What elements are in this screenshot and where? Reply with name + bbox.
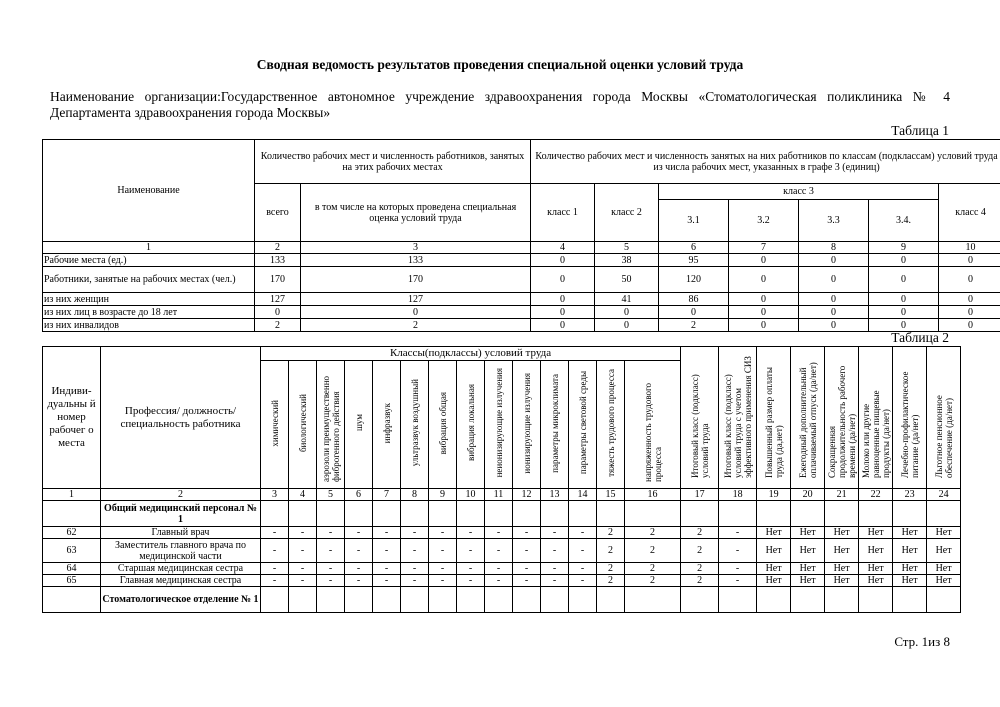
- cell: 133: [301, 254, 531, 267]
- cell: 0: [939, 319, 1000, 332]
- colnum: 24: [927, 489, 961, 501]
- cell: Нет: [791, 539, 825, 563]
- organization-name: Наименование организации:Государственное автономное учреждение здравоохранения города Москвы «Стоматологическая поликлиника № 4 Департамента здравоохранения города Москвы»: [50, 89, 950, 120]
- row-label: Рабочие места (ед.): [43, 254, 255, 267]
- header-factor: инфразвук: [373, 361, 401, 489]
- cell: 95: [659, 254, 729, 267]
- cell: 0: [869, 306, 939, 319]
- cell: 0: [939, 306, 1000, 319]
- cell: 2: [625, 539, 681, 563]
- cell: 0: [869, 319, 939, 332]
- cell: 2: [625, 563, 681, 575]
- cell: 0: [531, 293, 595, 306]
- cell: -: [373, 527, 401, 539]
- cell: 0: [659, 306, 729, 319]
- header-factor: вибрация общая: [429, 361, 457, 489]
- cell: 170: [301, 267, 531, 293]
- workplace-id: 65: [43, 575, 101, 587]
- cell: 0: [531, 267, 595, 293]
- table-row: [43, 527, 961, 539]
- cell: 0: [799, 319, 869, 332]
- header-profession: Профессия/ должность/ специальность работника: [101, 347, 261, 489]
- header-class4: класс 4: [939, 184, 1000, 242]
- cell: Нет: [825, 527, 859, 539]
- cell: 2: [597, 563, 625, 575]
- header-class2: класс 2: [595, 184, 659, 242]
- cell: 0: [939, 254, 1000, 267]
- cell: -: [719, 575, 757, 587]
- cell: 2: [597, 527, 625, 539]
- cell: -: [569, 527, 597, 539]
- header-classes: Классы(подклассы) условий труда: [261, 347, 681, 361]
- header-pay: Повышенный размер оплаты труда (да,нет): [757, 347, 791, 489]
- cell: Нет: [757, 539, 791, 563]
- colnum: 12: [513, 489, 541, 501]
- cell: -: [457, 527, 485, 539]
- section-row: [43, 587, 961, 613]
- cell: Нет: [791, 527, 825, 539]
- cell: -: [317, 539, 345, 563]
- cell: 0: [799, 267, 869, 293]
- colnum: 1: [43, 489, 101, 501]
- cell: -: [513, 575, 541, 587]
- cell: Нет: [757, 575, 791, 587]
- profession: Главный врач: [101, 527, 261, 539]
- cell: 0: [531, 254, 595, 267]
- cell: 127: [255, 293, 301, 306]
- cell: 2: [255, 319, 301, 332]
- cell: Нет: [825, 575, 859, 587]
- cell: 0: [729, 267, 799, 293]
- colnum: 5: [595, 242, 659, 254]
- colnum: 6: [345, 489, 373, 501]
- cell: -: [569, 575, 597, 587]
- profession: Главная медицинская сестра: [101, 575, 261, 587]
- header-class-3-3: 3.3: [799, 200, 869, 242]
- header-name: Наименование: [43, 140, 255, 242]
- row-label: из них инвалидов: [43, 319, 255, 332]
- cell: -: [373, 539, 401, 563]
- header-class-3-4: 3.4.: [869, 200, 939, 242]
- colnum: 21: [825, 489, 859, 501]
- cell: -: [541, 527, 569, 539]
- colnum: 3: [261, 489, 289, 501]
- cell: Нет: [927, 539, 961, 563]
- document-title: Сводная ведомость результатов проведения специальной оценки условий труда: [256, 57, 744, 72]
- row-label: из них лиц в возрасте до 18 лет: [43, 306, 255, 319]
- header-final-class-siz: Итоговый класс (подкласс) условий труда с учетом эффективного применения СИЗ: [719, 347, 757, 489]
- cell: -: [485, 563, 513, 575]
- cell: -: [345, 527, 373, 539]
- cell: -: [513, 563, 541, 575]
- table-row: [43, 319, 1000, 332]
- header-factor: ультразвук воздушный: [401, 361, 429, 489]
- cell: -: [541, 563, 569, 575]
- cell: Нет: [791, 575, 825, 587]
- cell: 0: [799, 306, 869, 319]
- header-factor: параметры световой среды: [569, 361, 597, 489]
- header-milk: Молоко или другие равноценные пищевые продукты (да/нет): [859, 347, 893, 489]
- header-nutrition: Лечебно-профилактическое питание (да/нет): [893, 347, 927, 489]
- cell: 0: [301, 306, 531, 319]
- cell: -: [345, 539, 373, 563]
- colnum: 4: [531, 242, 595, 254]
- colnum: 15: [597, 489, 625, 501]
- cell: Нет: [893, 527, 927, 539]
- header-factor: аэрозоли преимущественно фиброгенного действия: [317, 361, 345, 489]
- section-title: Стоматологическое отделение № 1: [101, 587, 261, 613]
- colnum: 2: [101, 489, 261, 501]
- cell: 0: [255, 306, 301, 319]
- header-factor: шум: [345, 361, 373, 489]
- cell: 0: [869, 254, 939, 267]
- cell: -: [429, 575, 457, 587]
- workplace-id: 63: [43, 539, 101, 563]
- colnum: 5: [317, 489, 345, 501]
- cell: -: [261, 575, 289, 587]
- cell: -: [289, 575, 317, 587]
- cell: 0: [729, 306, 799, 319]
- cell: 0: [729, 293, 799, 306]
- cell: 2: [597, 539, 625, 563]
- summary-table: [42, 139, 1000, 332]
- cell: 0: [869, 267, 939, 293]
- cell: 0: [939, 267, 1000, 293]
- cell: -: [719, 527, 757, 539]
- cell: 127: [301, 293, 531, 306]
- colnum: 6: [659, 242, 729, 254]
- header-classes: Количество рабочих мест и численность занятых на них работников по классам (подклассам) условий труда из числа рабочих мест, указанных в графе 3 (единиц): [531, 140, 1000, 184]
- cell: -: [373, 575, 401, 587]
- colnum: 8: [401, 489, 429, 501]
- cell: 0: [869, 293, 939, 306]
- colnum: 9: [429, 489, 457, 501]
- section-title: Общий медицинский персонал № 1: [101, 501, 261, 527]
- cell: 86: [659, 293, 729, 306]
- header-factor: биологический: [289, 361, 317, 489]
- cell: -: [261, 539, 289, 563]
- cell: -: [373, 563, 401, 575]
- cell: -: [317, 527, 345, 539]
- cell: Нет: [893, 539, 927, 563]
- colnum: 9: [869, 242, 939, 254]
- cell: Нет: [927, 527, 961, 539]
- cell: 41: [595, 293, 659, 306]
- colnum: 20: [791, 489, 825, 501]
- cell: 0: [531, 306, 595, 319]
- cell: -: [289, 563, 317, 575]
- header-factor: вибрация локальная: [457, 361, 485, 489]
- cell: -: [457, 539, 485, 563]
- cell: Нет: [927, 575, 961, 587]
- cell: 50: [595, 267, 659, 293]
- colnum: 19: [757, 489, 791, 501]
- cell: -: [513, 527, 541, 539]
- cell: Нет: [757, 527, 791, 539]
- row-label: Работники, занятые на рабочих местах (чел.): [43, 267, 255, 293]
- workplace-id: 64: [43, 563, 101, 575]
- table2-label: Таблица 2: [891, 330, 949, 345]
- cell: -: [345, 575, 373, 587]
- cell: -: [719, 563, 757, 575]
- cell: 0: [799, 293, 869, 306]
- cell: -: [485, 527, 513, 539]
- header-workplace-id: Индиви-дуальны й номер рабочег о места: [43, 347, 101, 489]
- cell: -: [485, 539, 513, 563]
- table-row: [43, 267, 1000, 293]
- header-factor: параметры микроклимата: [541, 361, 569, 489]
- header-class3: класс 3: [659, 184, 939, 200]
- workplace-table: [42, 346, 961, 613]
- cell: 120: [659, 267, 729, 293]
- header-pension: Льготное пенсионное обеспечение (да/нет): [927, 347, 961, 489]
- header-class1: класс 1: [531, 184, 595, 242]
- colnum: 7: [373, 489, 401, 501]
- colnum: 23: [893, 489, 927, 501]
- header-class-3-2: 3.2: [729, 200, 799, 242]
- cell: 2: [659, 319, 729, 332]
- cell: -: [345, 563, 373, 575]
- cell: Нет: [893, 563, 927, 575]
- cell: -: [401, 575, 429, 587]
- cell: -: [457, 563, 485, 575]
- cell: Нет: [927, 563, 961, 575]
- cell: 2: [625, 575, 681, 587]
- profession: Старшая медицинская сестра: [101, 563, 261, 575]
- cell: 2: [681, 539, 719, 563]
- colnum: 16: [625, 489, 681, 501]
- cell: -: [401, 539, 429, 563]
- colnum: 13: [541, 489, 569, 501]
- cell: 2: [597, 575, 625, 587]
- colnum: 1: [43, 242, 255, 254]
- header-class-3-1: 3.1: [659, 200, 729, 242]
- colnum: 7: [729, 242, 799, 254]
- cell: -: [457, 575, 485, 587]
- header-short-time: Сокращенная продолжительность рабочего времени (да/нет): [825, 347, 859, 489]
- table1-label: Таблица 1: [891, 123, 949, 138]
- header-factor: неионизирующие излучения: [485, 361, 513, 489]
- cell: -: [401, 527, 429, 539]
- cell: 2: [301, 319, 531, 332]
- cell: -: [289, 539, 317, 563]
- section-row: [43, 501, 961, 527]
- table-row: [43, 539, 961, 563]
- cell: -: [719, 539, 757, 563]
- cell: 0: [595, 319, 659, 332]
- cell: Нет: [757, 563, 791, 575]
- header-factor: тяжесть трудового процесса: [597, 361, 625, 489]
- header-total: всего: [255, 184, 301, 242]
- header-factor: напряженность трудового процесса: [625, 361, 681, 489]
- table-row: [43, 575, 961, 587]
- cell: 38: [595, 254, 659, 267]
- cell: Нет: [859, 575, 893, 587]
- colnum: 3: [301, 242, 531, 254]
- cell: 0: [595, 306, 659, 319]
- cell: -: [401, 563, 429, 575]
- colnum: 17: [681, 489, 719, 501]
- cell: -: [261, 527, 289, 539]
- cell: Нет: [825, 563, 859, 575]
- workplace-id: 62: [43, 527, 101, 539]
- cell: 0: [799, 254, 869, 267]
- table-row: [43, 563, 961, 575]
- colnum: 22: [859, 489, 893, 501]
- colnum: 4: [289, 489, 317, 501]
- cell: -: [429, 539, 457, 563]
- header-final-class: Итоговый класс (подкласс) условий труда: [681, 347, 719, 489]
- cell: Нет: [893, 575, 927, 587]
- colnum: 10: [457, 489, 485, 501]
- table-row: [43, 293, 1000, 306]
- profession: Заместитель главного врача по медицинской части: [101, 539, 261, 563]
- cell: Нет: [859, 539, 893, 563]
- cell: -: [429, 563, 457, 575]
- cell: -: [429, 527, 457, 539]
- cell: 0: [729, 254, 799, 267]
- cell: -: [569, 563, 597, 575]
- row-label: из них женщин: [43, 293, 255, 306]
- cell: 170: [255, 267, 301, 293]
- colnum: 8: [799, 242, 869, 254]
- header-assessed: в том числе на которых проведена специальная оценка условий труда: [301, 184, 531, 242]
- header-factor: химический: [261, 361, 289, 489]
- cell: 2: [681, 575, 719, 587]
- cell: -: [261, 563, 289, 575]
- cell: 2: [681, 563, 719, 575]
- cell: 2: [625, 527, 681, 539]
- cell: -: [485, 575, 513, 587]
- cell: 2: [681, 527, 719, 539]
- cell: Нет: [825, 539, 859, 563]
- cell: -: [541, 539, 569, 563]
- colnum: 10: [939, 242, 1000, 254]
- cell: 0: [939, 293, 1000, 306]
- cell: Нет: [791, 563, 825, 575]
- cell: 133: [255, 254, 301, 267]
- cell: -: [541, 575, 569, 587]
- cell: -: [289, 527, 317, 539]
- colnum: 11: [485, 489, 513, 501]
- cell: -: [317, 563, 345, 575]
- header-vacation: Ежегодный дополнительный оплачиваемый отпуск (да/нет): [791, 347, 825, 489]
- cell: Нет: [859, 527, 893, 539]
- cell: -: [569, 539, 597, 563]
- cell: 0: [531, 319, 595, 332]
- header-count: Количество рабочих мест и численность работников, занятых на этих рабочих местах: [255, 140, 531, 184]
- page-number: Стр. 1из 8: [894, 634, 950, 649]
- table-row: [43, 306, 1000, 319]
- cell: -: [317, 575, 345, 587]
- colnum: 2: [255, 242, 301, 254]
- cell: 0: [729, 319, 799, 332]
- header-factor: ионизирующие излучения: [513, 361, 541, 489]
- cell: Нет: [859, 563, 893, 575]
- colnum: 14: [569, 489, 597, 501]
- cell: -: [513, 539, 541, 563]
- table-row: [43, 254, 1000, 267]
- colnum: 18: [719, 489, 757, 501]
